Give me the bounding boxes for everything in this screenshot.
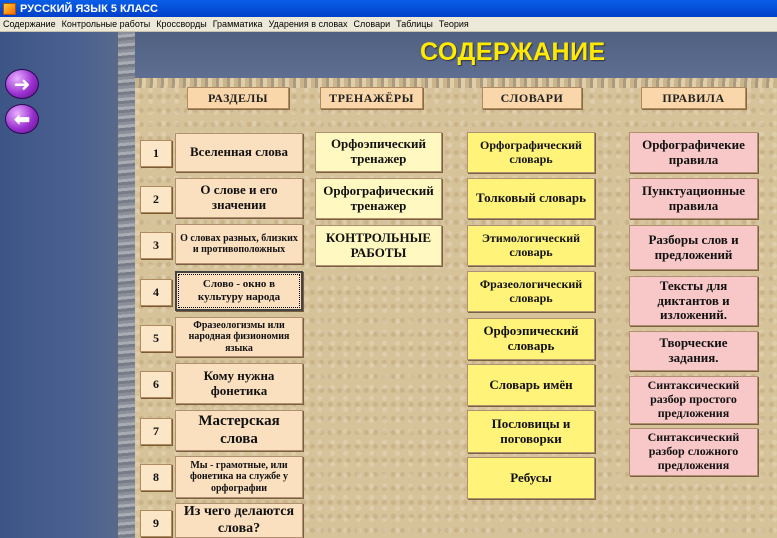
- section-number-1[interactable]: 1: [140, 140, 172, 167]
- section-button-8[interactable]: Мы - грамотные, или фонетика на службе у орфографии: [175, 456, 303, 498]
- section-button-7[interactable]: Мастерская слова: [175, 410, 303, 451]
- rules-dictation-texts[interactable]: Тексты для диктантов и изложений.: [629, 276, 758, 326]
- menu-item-grammar[interactable]: Грамматика: [212, 19, 263, 29]
- header-rules: ПРАВИЛА: [641, 87, 746, 109]
- section-number-2[interactable]: 2: [140, 186, 172, 213]
- header-dictionaries: СЛОВАРИ: [482, 87, 582, 109]
- dictionary-rebuses[interactable]: Ребусы: [467, 457, 595, 499]
- left-panel: [0, 32, 125, 538]
- rules-orthography[interactable]: Орфографичекие правила: [629, 132, 758, 173]
- section-number-7[interactable]: 7: [140, 418, 172, 445]
- menu-item-contents[interactable]: Содержание: [3, 19, 56, 29]
- trainer-orthographic[interactable]: Орфографический тренажер: [315, 178, 442, 219]
- section-number-8[interactable]: 8: [140, 464, 172, 491]
- section-button-6[interactable]: Кому нужна фонетика: [175, 363, 303, 404]
- menu-item-dictionaries[interactable]: Словари: [353, 19, 391, 29]
- section-button-4[interactable]: Слово - окно в культуру народа: [175, 271, 303, 311]
- menu-item-tests[interactable]: Контрольные работы: [61, 19, 151, 29]
- window-title: РУССКИЙ ЯЗЫК 5 КЛАСС: [20, 2, 159, 15]
- arrow-left-icon[interactable]: ⬅: [5, 104, 39, 134]
- dictionary-etymological[interactable]: Этимологический словарь: [467, 225, 595, 266]
- dictionary-names[interactable]: Словарь имён: [467, 364, 595, 406]
- dictionary-orthoepic[interactable]: Орфоэпический словарь: [467, 318, 595, 360]
- rules-word-parsing[interactable]: Разборы слов и предложений: [629, 225, 758, 270]
- section-number-9[interactable]: 9: [140, 510, 172, 537]
- rules-punctuation[interactable]: Пунктуационные правила: [629, 178, 758, 219]
- window-titlebar: [0, 0, 777, 17]
- rules-complex-sentence-parsing[interactable]: Синтаксический разбор сложного предложения: [629, 428, 758, 476]
- section-button-2[interactable]: О слове и его значении: [175, 178, 303, 218]
- app-icon: [3, 3, 16, 15]
- section-button-9[interactable]: Из чего делаются слова?: [175, 503, 303, 538]
- dictionary-phraseological[interactable]: Фразеологический словарь: [467, 271, 595, 312]
- section-button-5[interactable]: Фразеологизмы или народная физиономия языка: [175, 317, 303, 357]
- section-number-4[interactable]: 4: [140, 279, 172, 306]
- header-trainers: ТРЕНАЖЁРЫ: [320, 87, 423, 109]
- menu-item-stress[interactable]: Ударения в словах: [268, 19, 348, 29]
- rules-creative-tasks[interactable]: Творческие задания.: [629, 331, 758, 371]
- dictionary-orthographic[interactable]: Орфографический словарь: [467, 132, 595, 173]
- menu-item-crosswords[interactable]: Кроссворды: [156, 19, 207, 29]
- trainer-tests[interactable]: КОНТРОЛЬНЫЕ РАБОТЫ: [315, 225, 442, 266]
- menu-item-tables[interactable]: Таблицы: [396, 19, 433, 29]
- section-number-6[interactable]: 6: [140, 371, 172, 398]
- header-sections: РАЗДЕЛЫ: [187, 87, 289, 109]
- page-title: СОДЕРЖАНИЕ: [420, 38, 606, 66]
- trainer-orthoepic[interactable]: Орфоэпический тренажер: [315, 132, 442, 172]
- section-number-5[interactable]: 5: [140, 325, 172, 352]
- section-number-3[interactable]: 3: [140, 232, 172, 259]
- rules-simple-sentence-parsing[interactable]: Синтаксический разбор простого предложения: [629, 376, 758, 424]
- dictionary-explanatory[interactable]: Толковый словарь: [467, 178, 595, 219]
- dictionary-proverbs[interactable]: Пословицы и поговорки: [467, 410, 595, 453]
- section-button-3[interactable]: О словах разных, близких и противоположных: [175, 224, 303, 264]
- arrow-right-icon[interactable]: ➜: [5, 69, 39, 99]
- section-button-1[interactable]: Вселенная слова: [175, 133, 303, 172]
- menubar: [0, 17, 777, 32]
- menu-item-theory[interactable]: Теория: [438, 19, 469, 29]
